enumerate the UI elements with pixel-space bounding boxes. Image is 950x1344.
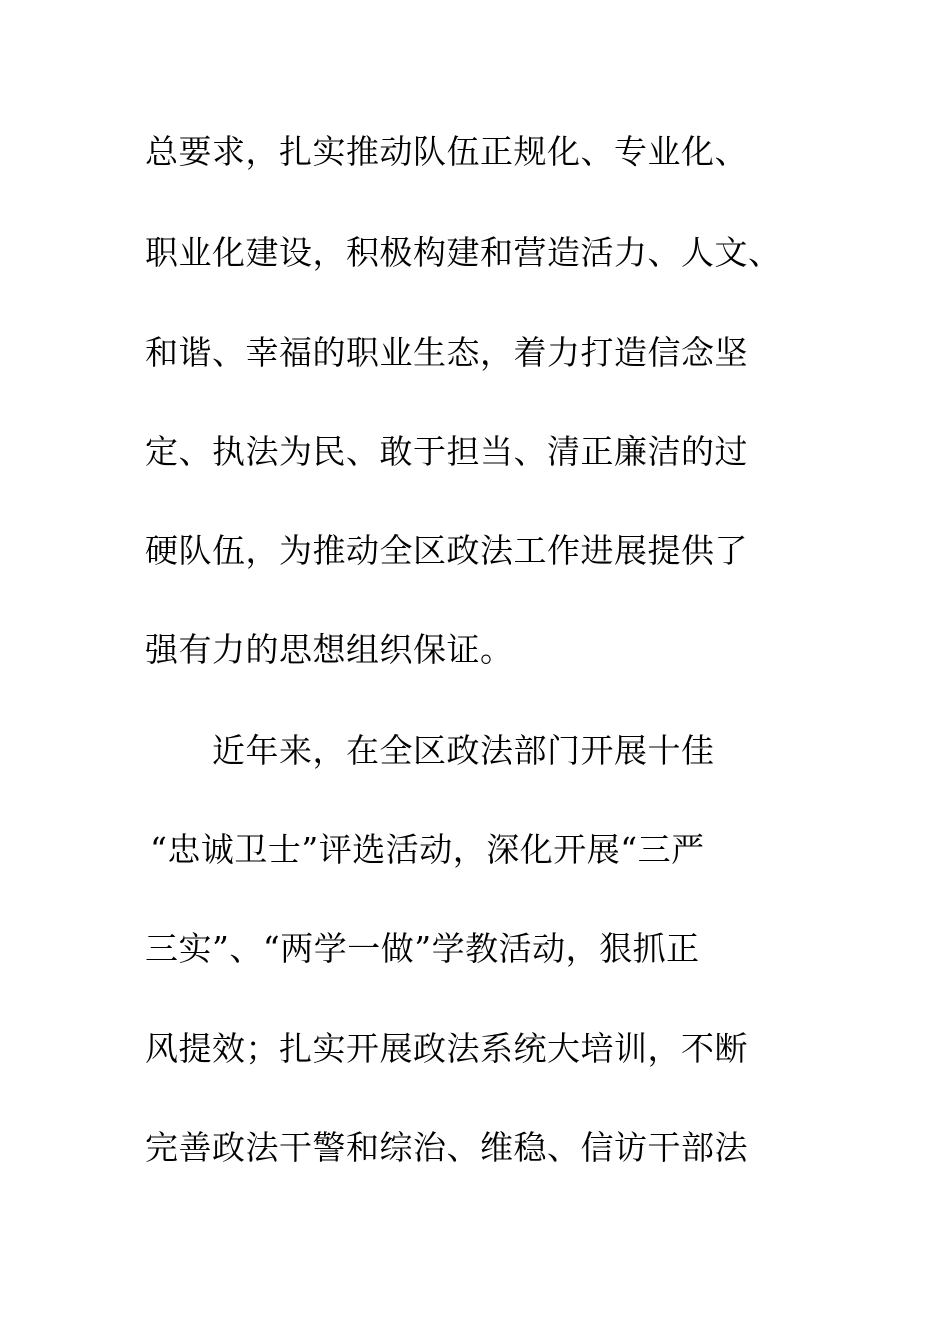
text-line-9: 三实”、“两学一做”学教活动，狠抓正 xyxy=(145,929,700,968)
text-line-6: 强有力的思想组织保证。 xyxy=(145,630,514,669)
text-line-2: 职业化建设，积极构建和营造活力、人文、 xyxy=(145,233,782,272)
text-line-1: 总要求，扎实推动队伍正规化、专业化、 xyxy=(145,132,748,171)
text-line-11: 完善政法干警和综治、维稳、信访干部法 xyxy=(145,1128,748,1167)
text-line-5: 硬队伍，为推动全区政法工作进展提供了 xyxy=(145,531,748,570)
text-line-8: “忠诚卫士”评选活动，深化开展“三严 xyxy=(150,830,705,869)
text-line-10: 风提效；扎实开展政法系统大培训，不断 xyxy=(145,1029,748,1068)
text-line-3: 和谐、幸福的职业生态，着力打造信念坚 xyxy=(145,333,748,372)
paragraph-start-line: 近年来，在全区政法部门开展十佳 xyxy=(212,731,715,770)
text-line-4: 定、执法为民、敢于担当、清正廉洁的过 xyxy=(145,432,748,471)
